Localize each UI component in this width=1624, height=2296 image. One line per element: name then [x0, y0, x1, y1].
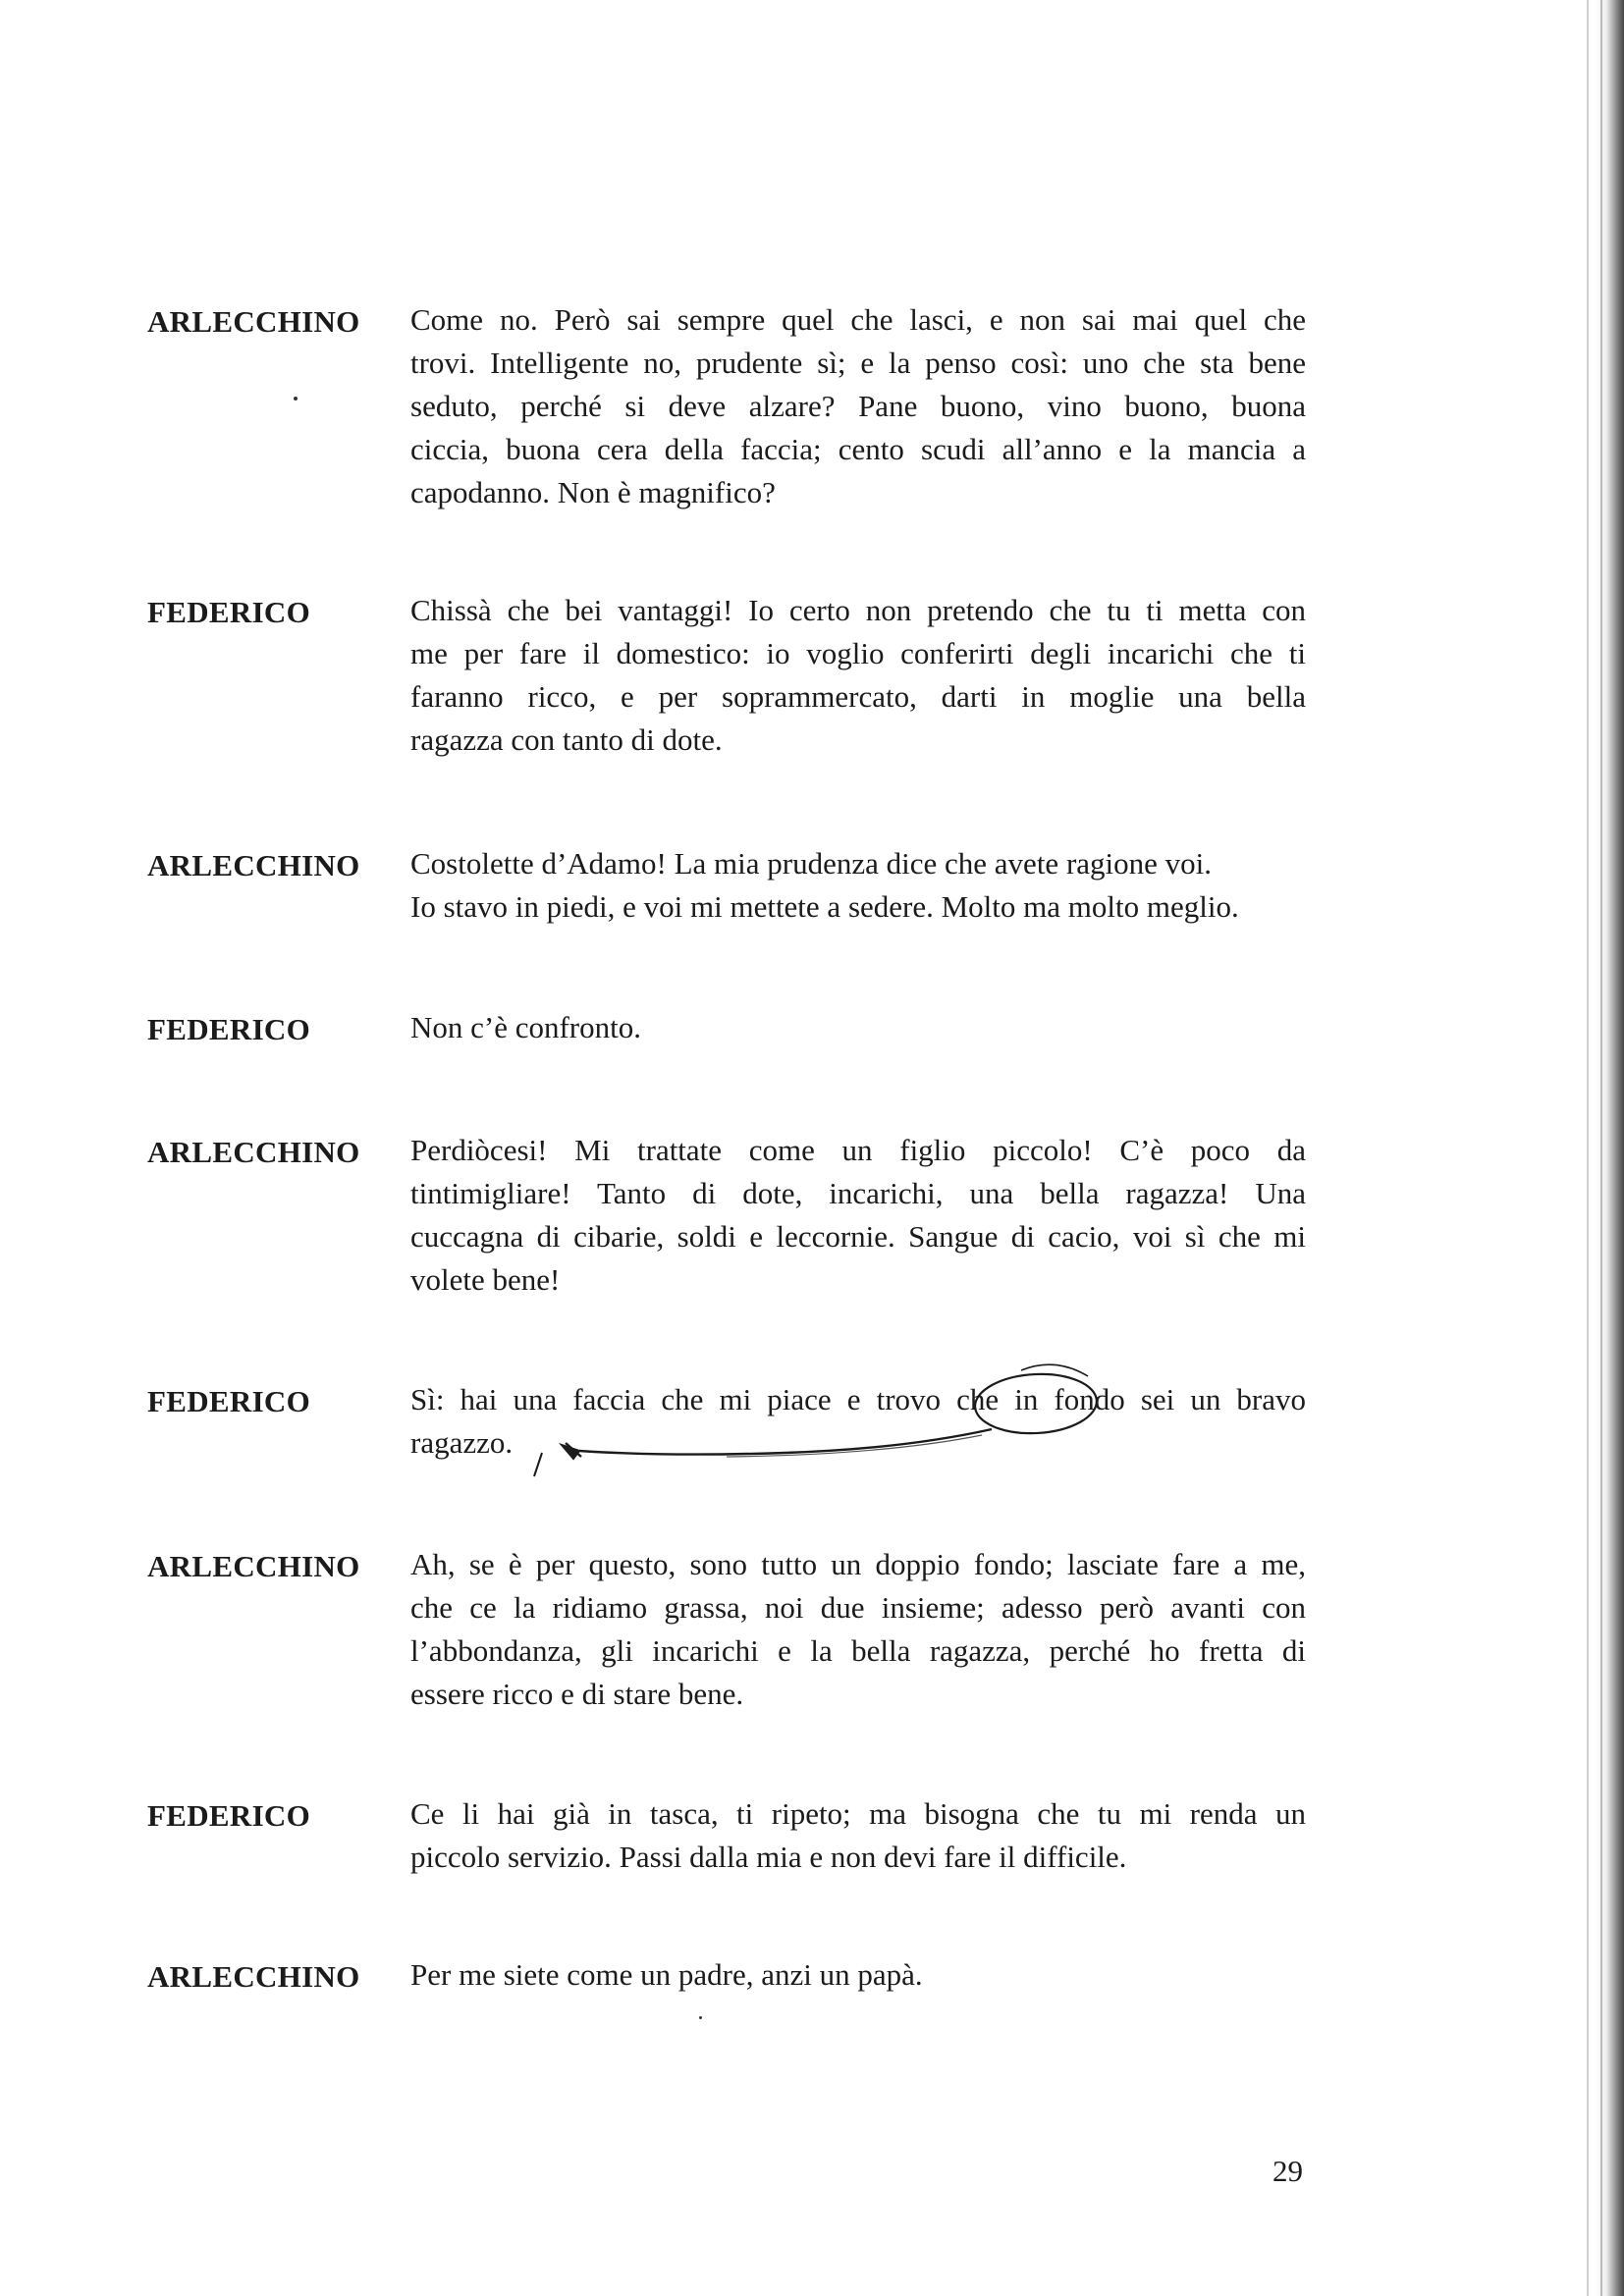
- dialogue-line: essere ricco e di stare bene.: [410, 1677, 744, 1711]
- dialogue-line: Io stavo in piedi, e voi mi mettete a sedere. Molto ma molto meglio.: [410, 889, 1239, 924]
- dialogue-line: ragazzo.: [410, 1425, 514, 1460]
- speaker-name: ARLECCHINO: [147, 304, 360, 339]
- speaker-name: ARLECCHINO: [147, 1959, 360, 1994]
- pen-circle-arrow-icon: [491, 1343, 1178, 1490]
- dialogue-line: me per fare il domestico: io voglio conferirti degli incarichi che ti: [410, 636, 1306, 670]
- dialogue-line: seduto, perché si deve alzare? Pane buono, vino buono, buona: [410, 389, 1306, 423]
- dialogue-line: trovi. Intelligente no, prudente sì; e la penso così: uno che sta bene: [410, 346, 1306, 380]
- dialogue-line: ragazza con tanto di dote.: [410, 722, 723, 757]
- speaker-name: ARLECCHINO: [147, 1135, 360, 1169]
- dialogue-line: l’abbondanza, gli incarichi e la bella ragazza, perché ho fretta di: [410, 1633, 1306, 1668]
- speaker-name: FEDERICO: [147, 1384, 311, 1418]
- dialogue-line: Chissà che bei vantaggi! Io certo non pretendo che tu ti metta con: [410, 593, 1306, 627]
- dialogue-line: Per me siete come un padre, anzi un papà.: [410, 1957, 923, 1992]
- speaker-name: FEDERICO: [147, 1798, 311, 1833]
- dialogue-line: che ce la ridiamo grassa, noi due insieme; adesso però avanti con: [410, 1590, 1306, 1625]
- speaker-name: FEDERICO: [147, 1012, 311, 1046]
- page-number: 29: [1272, 2154, 1303, 2188]
- dialogue-line: cuccagna di cibarie, soldi e leccornie. Sangue di cacio, voi sì che mi: [410, 1219, 1306, 1254]
- dialogue-line: piccolo servizio. Passi dalla mia e non devi fare il difficile.: [410, 1840, 1127, 1874]
- scan-edge-shadow: [1595, 0, 1624, 2296]
- scan-edge-line: [1587, 0, 1589, 2296]
- dialogue-line: Costolette d’Adamo! La mia prudenza dice che avete ragione voi.: [410, 846, 1213, 881]
- dialogue-line: Perdiòcesi! Mi trattate come un figlio piccolo! C’è poco da: [410, 1133, 1306, 1167]
- dialogue-line: Ce li hai già in tasca, ti ripeto; ma bisogna che tu mi renda un: [410, 1796, 1306, 1831]
- stray-mark: [699, 2016, 702, 2019]
- dialogue-line: Sì: hai una faccia che mi piace e trovo che in fondo sei un bravo: [410, 1382, 1306, 1416]
- dialogue-line: Non c’è confronto.: [410, 1010, 641, 1044]
- dialogue-line: volete bene!: [410, 1262, 561, 1297]
- dialogue-line: Ah, se è per questo, sono tutto un doppio fondo; lasciate fare a me,: [410, 1547, 1306, 1581]
- dialogue-line: Come no. Però sai sempre quel che lasci, e non sai mai quel che: [410, 302, 1306, 337]
- speaker-name: ARLECCHINO: [147, 1549, 360, 1583]
- speaker-name: ARLECCHINO: [147, 848, 360, 882]
- dialogue-line: capodanno. Non è magnifico?: [410, 475, 776, 509]
- dialogue-line: tintimigliare! Tanto di dote, incarichi, una bella ragazza! Una: [410, 1176, 1306, 1210]
- dialogue-line: ciccia, buona cera della faccia; cento scudi all’anno e la mancia a: [410, 432, 1306, 466]
- stray-mark: [294, 397, 298, 400]
- speaker-name: FEDERICO: [147, 595, 311, 629]
- dialogue-line: faranno ricco, e per soprammercato, darti in moglie una bella: [410, 679, 1306, 714]
